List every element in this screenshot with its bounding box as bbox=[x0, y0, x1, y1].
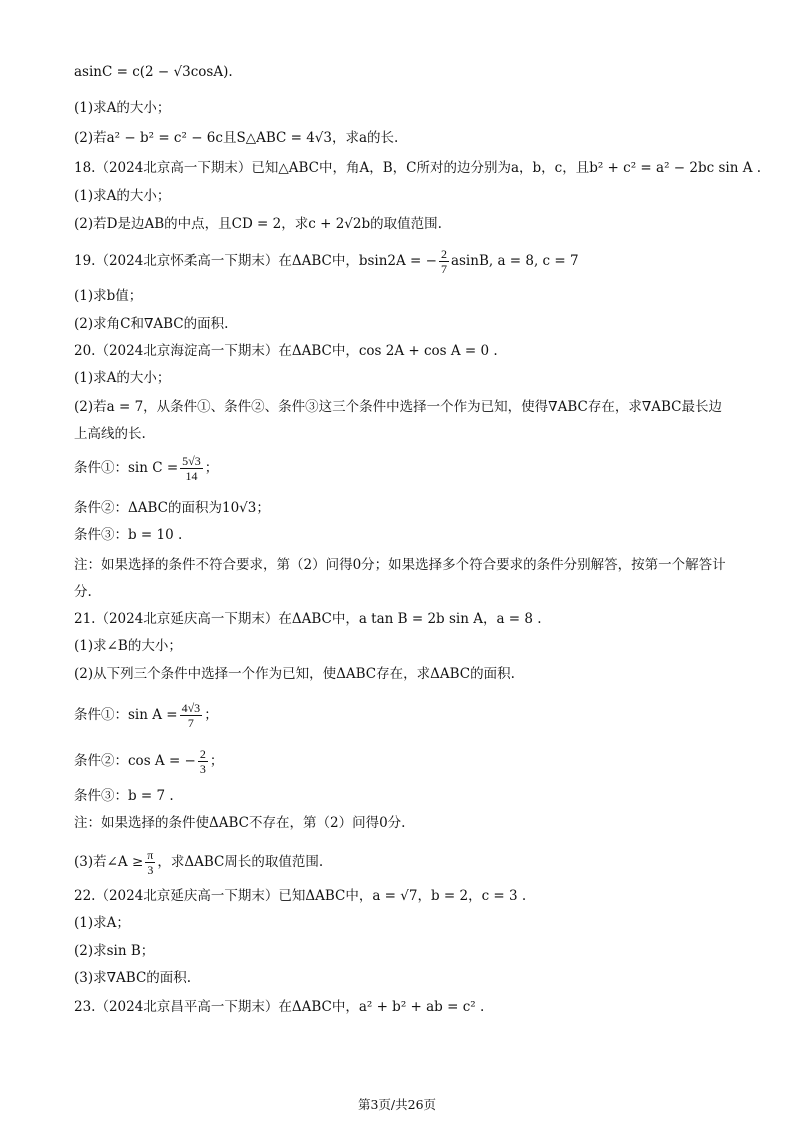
fraction-numerator: π bbox=[147, 848, 154, 862]
text-paragraph: (2)若a = 7，从条件①、条件②、条件③这三个条件中选择一个作为已知，使得∇ABC存在，求∇ABC最长边上高线的长. bbox=[74, 399, 723, 442]
fraction-numerator: 2 bbox=[440, 247, 447, 261]
text-line: (1)求b值； bbox=[74, 288, 143, 304]
text-line: asinC = c(2 − √3cosA). bbox=[74, 64, 233, 80]
text-line: (1)求A的大小； bbox=[74, 100, 171, 116]
problem-23: 23.（2024北京昌平高一下期末）在ΔABC中，a² + b² + ab = c² . bbox=[74, 999, 485, 1015]
note-paragraph: 注：如果选择的条件不符合要求，第（2）问得0分；如果选择多个符合要求的条件分别解答，按第一个解答计分. bbox=[74, 557, 726, 600]
problem-18: 18.（2024北京高一下期末）已知△ABC中，角A，B，C所对的边分别为a，b，c，且b² + c² = a² − 2bc sin A . bbox=[74, 160, 762, 176]
text-line bbox=[74, 848, 728, 877]
fraction-denominator: 7 bbox=[187, 716, 194, 730]
problem-20: 20.（2024北京海淀高一下期末）在ΔABC中，cos 2A + cos A = 0 . bbox=[74, 343, 498, 359]
problem-22: 22.（2024北京延庆高一下期末）已知ΔABC中，a = √7，b = 2，c = 3 . bbox=[74, 888, 527, 904]
text-line: (2)从下列三个条件中选择一个作为已知，使ΔABC存在，求ΔABC的面积. bbox=[74, 666, 515, 682]
condition-3: 条件③：b = 10 . bbox=[74, 527, 183, 543]
fraction-denominator: 7 bbox=[440, 262, 447, 276]
text-line: (1)求A的大小； bbox=[74, 370, 171, 386]
text-line: (1)求∠B的大小； bbox=[74, 638, 182, 654]
text-segment: 19.（2024北京怀柔高一下期末）在ΔABC中，bsin2A = − bbox=[74, 253, 437, 269]
fraction bbox=[198, 747, 208, 776]
text-line: (1)求A； bbox=[74, 915, 130, 931]
fraction bbox=[439, 247, 449, 276]
problem-19 bbox=[74, 247, 728, 276]
text-line: (1)求A的大小； bbox=[74, 188, 171, 204]
condition-1 bbox=[74, 454, 728, 483]
text-segment: ； bbox=[204, 707, 218, 723]
text-segment: ； bbox=[209, 753, 224, 769]
fraction-numerator: 5√3 bbox=[182, 454, 201, 468]
text-line: (3)求∇ABC的面积. bbox=[74, 970, 192, 986]
text-segment: 条件①：sin A = bbox=[74, 707, 178, 723]
fraction bbox=[145, 848, 155, 877]
fraction-denominator: 3 bbox=[199, 762, 206, 776]
text-line: (2)若D是边AB的中点，且CD = 2，求c + 2√2b的取值范围. bbox=[74, 216, 442, 232]
fraction-denominator: 3 bbox=[147, 863, 154, 877]
fraction-numerator: 4√3 bbox=[181, 701, 201, 715]
fraction-denominator: 14 bbox=[185, 469, 198, 483]
note-line: 注：如果选择的条件使ΔABC不存在，第（2）问得0分. bbox=[74, 815, 406, 831]
text-segment: 条件①：sin C = bbox=[74, 460, 179, 476]
condition-1 bbox=[74, 701, 728, 730]
fraction bbox=[180, 454, 203, 483]
page-number: 第3页/共26页 bbox=[357, 1097, 437, 1112]
problem-21: 21.（2024北京延庆高一下期末）在ΔABC中，a tan B = 2b sin A，a = 8 . bbox=[74, 611, 542, 627]
text-segment: ，求ΔABC周长的取值范围. bbox=[157, 854, 324, 870]
condition-3: 条件③：b = 7 . bbox=[74, 788, 174, 804]
text-segment: asinB, a = 8, c = 7 bbox=[450, 253, 579, 269]
fraction bbox=[180, 701, 203, 730]
condition-2 bbox=[74, 747, 728, 776]
text-segment: ； bbox=[204, 460, 219, 476]
condition-2: 条件②：ΔABC的面积为10√3； bbox=[74, 500, 270, 516]
text-line: (2)求sin B； bbox=[74, 943, 155, 959]
fraction-numerator: 2 bbox=[199, 747, 206, 761]
text-segment: (3)若∠A ≥ bbox=[74, 854, 144, 870]
text-line: (2)若a² − b² = c² − 6c且S△ABC = 4√3，求a的长. bbox=[74, 130, 399, 146]
text-segment: 条件②：cos A = − bbox=[74, 753, 196, 769]
text-line: (2)求角C和∇ABC的面积. bbox=[74, 316, 229, 332]
